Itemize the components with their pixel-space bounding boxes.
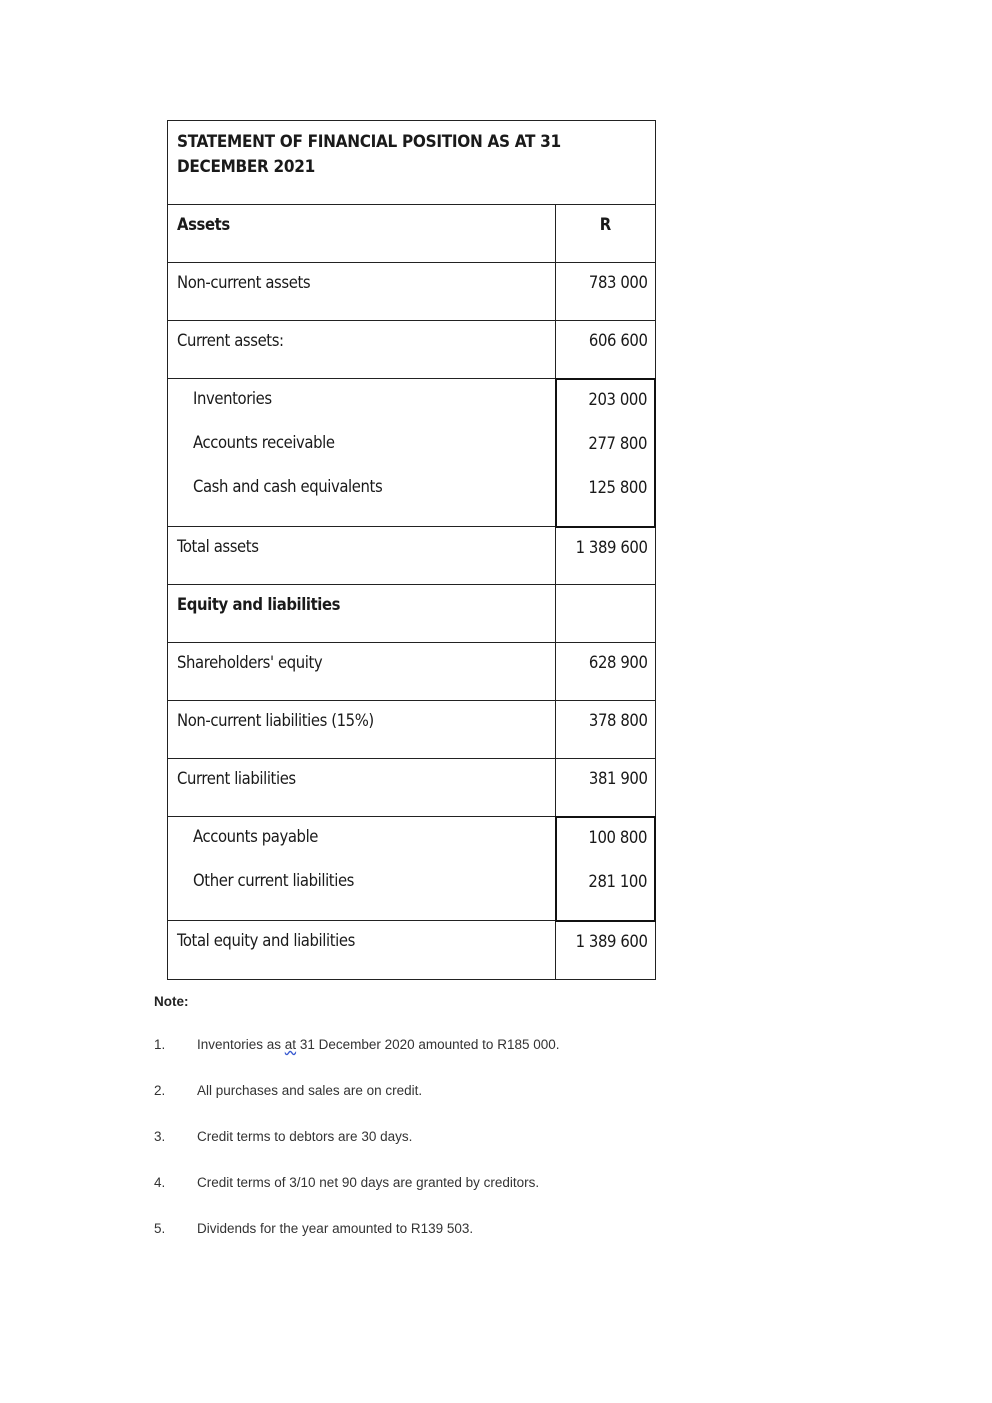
inventories-value: 203 000 <box>588 389 647 409</box>
shareholders-equity-label: Shareholders' equity <box>177 653 323 672</box>
note-text: Credit terms to debtors are 30 days. <box>197 1129 413 1144</box>
table-row <box>168 527 656 585</box>
list-item <box>154 1037 560 1083</box>
table-row <box>168 379 656 527</box>
inventories-label: Inventories <box>193 389 272 408</box>
non-current-liabilities-value: 378 800 <box>588 711 648 730</box>
total-equity-liabilities-label: Total equity and liabilities <box>177 931 355 950</box>
table-row <box>168 321 656 379</box>
financial-position-table <box>167 120 656 980</box>
list-item <box>154 1221 474 1267</box>
note-number: 4. <box>154 1175 166 1190</box>
statement-title: STATEMENT OF FINANCIAL POSITION AS AT 31 DECEMBER 2021 <box>177 132 561 177</box>
accounts-receivable-value: 277 800 <box>588 433 647 453</box>
non-current-liabilities-label: Non-current liabilities (15%) <box>177 711 374 730</box>
list-item <box>154 1083 423 1129</box>
statement-title-cell <box>168 121 656 205</box>
table-row <box>168 585 656 643</box>
assets-heading: Assets <box>177 215 230 234</box>
note-number: 1. <box>154 1037 166 1052</box>
list-item <box>154 1175 540 1221</box>
total-assets-label: Total assets <box>177 537 259 556</box>
accounts-payable-label: Accounts payable <box>193 827 319 846</box>
accounts-payable-value: 100 800 <box>588 827 647 847</box>
equity-liabilities-heading: Equity and liabilities <box>177 595 341 614</box>
notes-section <box>154 994 560 1267</box>
current-assets-value: 606 600 <box>588 331 648 350</box>
list-item <box>154 1129 413 1175</box>
table-row <box>168 643 656 701</box>
table-row <box>168 701 656 759</box>
non-current-assets-label: Non-current assets <box>177 273 311 292</box>
other-current-liabilities-value: 281 100 <box>588 871 647 891</box>
note-text: Credit terms of 3/10 net 90 days are granted by creditors. <box>197 1175 540 1190</box>
grammar-marked-word: at <box>284 1037 297 1052</box>
cash-equivalents-label: Cash and cash equivalents <box>193 477 383 496</box>
non-current-assets-value: 783 000 <box>588 273 648 292</box>
note-number: 3. <box>154 1129 166 1144</box>
table-row <box>168 921 656 980</box>
currency-heading: R <box>599 215 611 234</box>
note-number: 2. <box>154 1083 166 1098</box>
accounts-receivable-label: Accounts receivable <box>193 433 335 452</box>
table-row <box>168 759 656 817</box>
note-text: Dividends for the year amounted to R139 503. <box>197 1221 474 1236</box>
current-assets-label: Current assets: <box>177 331 284 350</box>
other-current-liabilities-label: Other current liabilities <box>193 871 355 890</box>
current-liabilities-label: Current liabilities <box>177 769 296 788</box>
table-row <box>168 817 656 921</box>
table-row <box>168 263 656 321</box>
note-number: 5. <box>154 1221 166 1236</box>
total-equity-liabilities-value: 1 389 600 <box>575 931 648 951</box>
note-text: All purchases and sales are on credit. <box>197 1083 423 1098</box>
note-text: Inventories as at 31 December 2020 amounted to R185 000. <box>197 1037 560 1052</box>
current-liabilities-value: 381 900 <box>588 769 648 788</box>
table-row <box>168 205 656 263</box>
cash-equivalents-value: 125 800 <box>588 477 647 497</box>
empty-value-cell <box>556 585 654 595</box>
shareholders-equity-value: 628 900 <box>588 653 648 672</box>
notes-heading: Note: <box>154 994 189 1009</box>
total-assets-value: 1 389 600 <box>575 537 648 557</box>
